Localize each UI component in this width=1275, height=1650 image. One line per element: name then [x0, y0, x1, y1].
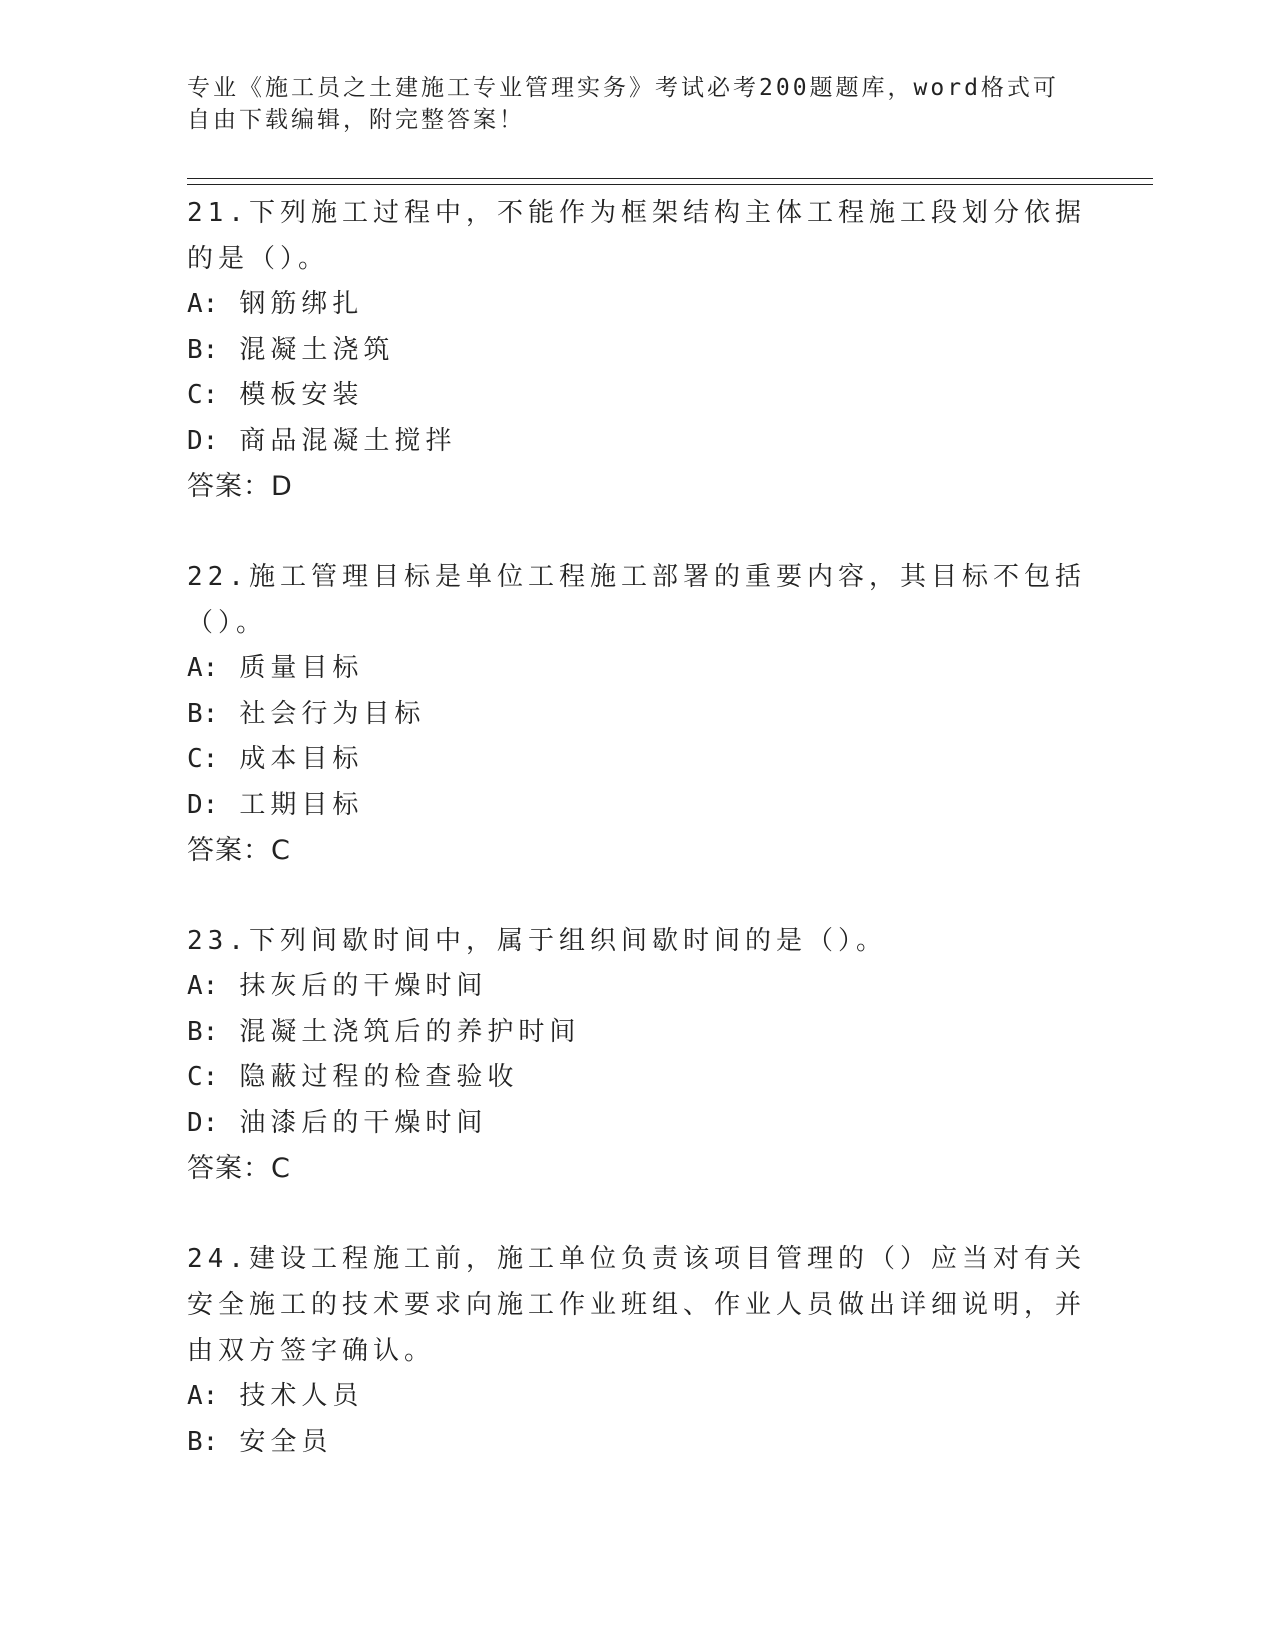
- option-b: [187, 328, 1087, 374]
- page-header: 专业《施工员之土建施工专业管理实务》考试必考200题题库，word格式可自由下载编辑，附完整答案！: [187, 75, 1059, 133]
- option-c: [187, 1055, 1087, 1101]
- option-text: 工期目标: [239, 789, 364, 820]
- option-separator: :: [202, 1381, 224, 1411]
- option-c: [187, 373, 1087, 419]
- question-22: [187, 554, 1087, 874]
- question-24: [187, 1236, 1087, 1465]
- option-key: B: [187, 334, 203, 365]
- option-separator: :: [202, 1016, 224, 1047]
- option-key: A: [187, 971, 203, 1001]
- answer-line: 答案：C: [187, 1153, 291, 1184]
- option-b: [187, 692, 1087, 738]
- option-key: D: [187, 1107, 203, 1138]
- option-text: 质量目标: [239, 653, 364, 683]
- header-double-rule: [187, 178, 1153, 185]
- option-separator: :: [202, 1426, 224, 1457]
- option-separator: :: [202, 789, 224, 820]
- question-23: [187, 918, 1087, 1192]
- option-separator: :: [202, 425, 224, 456]
- question-text: 22.施工管理目标是单位工程施工部署的重要内容，其目标不包括（）。: [187, 562, 1086, 638]
- option-text: 商品混凝土搅拌: [239, 425, 457, 456]
- option-list: [187, 646, 1087, 828]
- option-a: [187, 282, 1087, 328]
- option-key: B: [187, 698, 203, 729]
- option-separator: :: [202, 653, 224, 683]
- option-list: [187, 964, 1087, 1146]
- option-separator: :: [202, 1062, 224, 1092]
- option-text: 钢筋绑扎: [239, 289, 364, 319]
- option-text: 混凝土浇筑: [239, 334, 395, 365]
- option-key: D: [187, 425, 203, 456]
- option-b: [187, 1010, 1087, 1056]
- option-separator: :: [202, 744, 224, 774]
- question-text: 23.下列间歇时间中，属于组织间歇时间的是（）。: [187, 926, 887, 956]
- option-key: D: [187, 789, 203, 820]
- option-a: [187, 646, 1087, 692]
- option-key: A: [187, 1381, 203, 1411]
- question-text: 21.下列施工过程中，不能作为框架结构主体工程施工段划分依据的是（）。: [187, 198, 1086, 274]
- option-separator: :: [202, 289, 224, 319]
- option-key: B: [187, 1426, 203, 1457]
- option-key: C: [187, 1062, 203, 1092]
- option-text: 混凝土浇筑后的养护时间: [239, 1016, 581, 1047]
- option-separator: :: [202, 380, 224, 410]
- option-c: [187, 737, 1087, 783]
- question-list: [187, 190, 1087, 1509]
- option-separator: :: [202, 698, 224, 729]
- option-b: [187, 1420, 1087, 1466]
- option-list: [187, 282, 1087, 464]
- option-a: [187, 1374, 1087, 1420]
- option-key: C: [187, 744, 203, 774]
- option-text: 隐蔽过程的检查验收: [239, 1062, 519, 1092]
- option-separator: :: [202, 1107, 224, 1138]
- option-separator: :: [202, 334, 224, 365]
- option-text: 模板安装: [239, 380, 364, 410]
- option-key: A: [187, 653, 203, 683]
- option-list: [187, 1374, 1087, 1465]
- option-key: A: [187, 289, 203, 319]
- option-separator: :: [202, 971, 224, 1001]
- answer-line: 答案：C: [187, 835, 291, 866]
- option-key: B: [187, 1016, 203, 1047]
- option-text: 技术人员: [239, 1381, 364, 1411]
- option-a: [187, 964, 1087, 1010]
- option-d: [187, 783, 1087, 829]
- option-d: [187, 419, 1087, 465]
- answer-line: 答案：D: [187, 471, 293, 502]
- option-text: 安全员: [239, 1426, 333, 1457]
- option-d: [187, 1101, 1087, 1147]
- question-21: [187, 190, 1087, 510]
- option-key: C: [187, 380, 203, 410]
- question-text: 24.建设工程施工前，施工单位负责该项目管理的（）应当对有关安全施工的技术要求向施工作业班组、作业人员做出详细说明，并由双方签字确认。: [187, 1244, 1087, 1366]
- option-text: 成本目标: [239, 744, 364, 774]
- option-text: 抹灰后的干燥时间: [239, 971, 488, 1001]
- option-text: 油漆后的干燥时间: [239, 1107, 488, 1138]
- option-text: 社会行为目标: [239, 698, 426, 729]
